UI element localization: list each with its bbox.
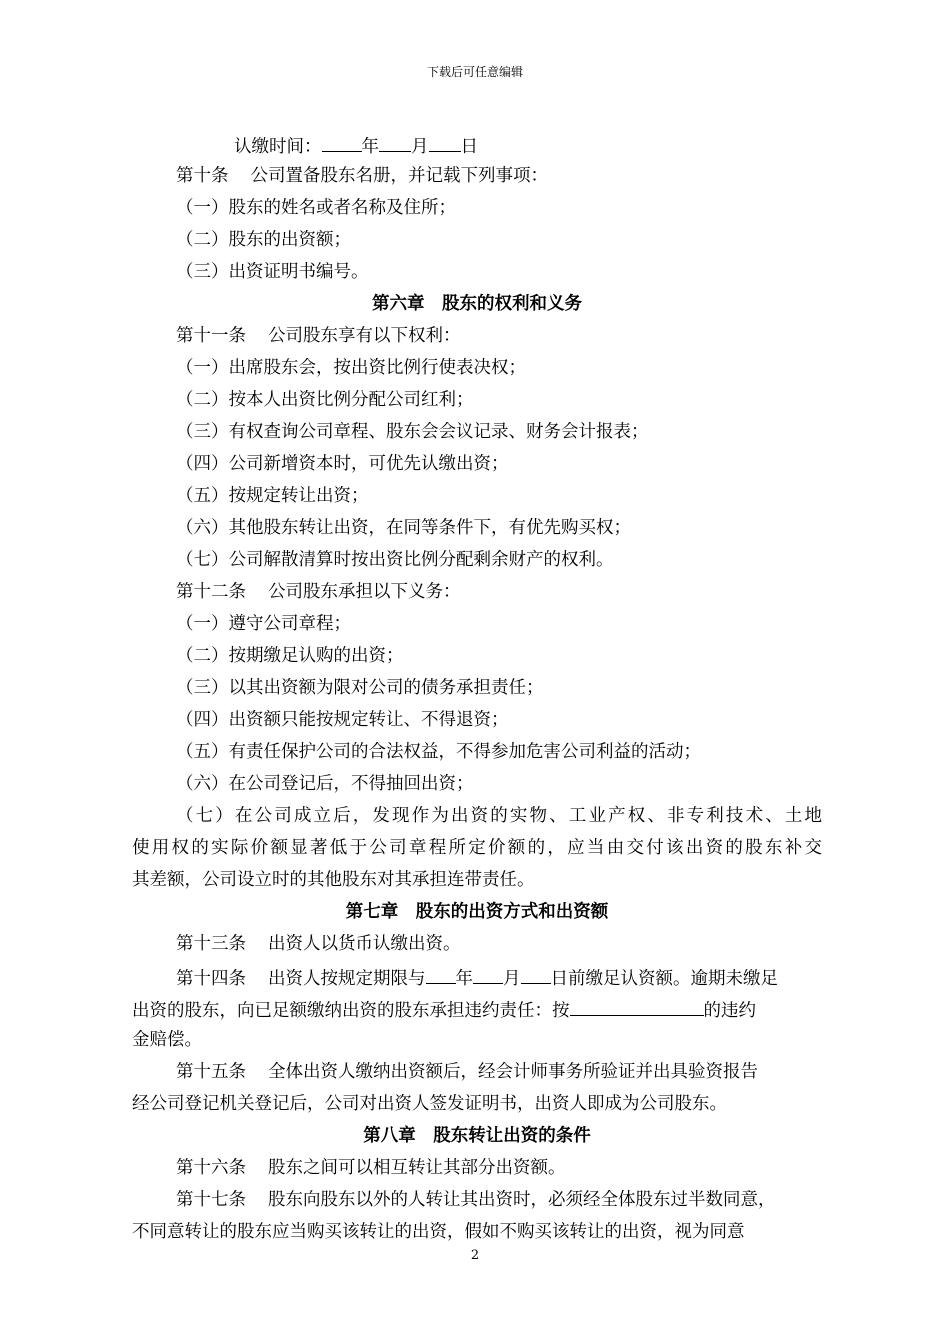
- chapter-heading: 第七章 股东的出资方式和出资额: [345, 902, 609, 922]
- list-item: （六）在公司登记后，不得抽回出资；: [176, 774, 474, 794]
- article-text: 公司股东承担以下义务：: [268, 582, 461, 602]
- year-label: 年: [361, 137, 379, 157]
- paragraph-line: [132, 997, 822, 1022]
- list-item: （七）公司解散清算时按出资比例分配剩余财产的权利。: [176, 550, 614, 570]
- article-title: 第十六条: [176, 1158, 246, 1178]
- day-blank: [521, 965, 551, 984]
- list-item: （一）遵守公司章程；: [176, 614, 351, 634]
- subscription-time-label: 认缴时间：: [234, 137, 322, 157]
- page-header: 下载后可任意编辑: [426, 65, 523, 79]
- list-item: （五）有责任保护公司的合法权益，不得参加危害公司利益的活动；: [176, 742, 701, 762]
- article-text: 股东向股东以外的人转让其出资时，必须经全体股东过半数同意，: [268, 1190, 776, 1210]
- article-title: 第十五条: [176, 1062, 246, 1082]
- article-12: [176, 581, 866, 603]
- year-blank: [322, 133, 362, 152]
- list-item: （七）在公司成立后，发现作为出资的实物、工业产权、非专利技术、土地: [176, 806, 822, 826]
- chapter-heading: 第八章 股东转让出资的条件: [363, 1126, 591, 1146]
- article-title: 第十二条: [176, 582, 246, 602]
- article-text: 全体出资人缴纳出资额后，经会计师事务所验证并出具验资报告: [268, 1062, 758, 1082]
- list-item: （六）其他股东转让出资，在同等条件下，有优先购买权；: [176, 518, 631, 538]
- article-text: 出资人按规定期限与: [268, 969, 426, 989]
- list-item: （一）出席股东会，按出资比例行使表决权；: [176, 358, 526, 378]
- article-17: [176, 1189, 866, 1211]
- month-label: 月: [503, 969, 521, 989]
- list-item: （四）公司新增资本时，可优先认缴出资；: [176, 454, 509, 474]
- list-item: （三）以其出资额为限对公司的债务承担责任；: [176, 678, 544, 698]
- month-label: 月: [411, 137, 429, 157]
- year-label: 年: [455, 969, 473, 989]
- article-15: [176, 1061, 866, 1083]
- article-text: 的违约: [703, 1001, 756, 1021]
- subscription-time-line: [234, 133, 924, 158]
- page-number: 2: [470, 1248, 480, 1263]
- paragraph-line: 使用权的实际价额显著低于公司章程所定价额的，应当由交付该出资的股东补交: [132, 838, 822, 858]
- penalty-blank: [570, 997, 704, 1016]
- paragraph-line: 经公司登记机关登记后，公司对出资人签发证明书，出资人即成为公司股东。: [132, 1094, 727, 1114]
- list-item: （二）按本人出资比例分配公司红利；: [176, 390, 474, 410]
- list-item: （三）出资证明书编号。: [176, 262, 369, 282]
- article-text: 股东之间可以相互转让其部分出资额。: [268, 1158, 566, 1178]
- article-text: 出资人以货币认缴出资。: [268, 934, 461, 954]
- article-title: 第十三条: [176, 934, 246, 954]
- list-item: （五）按规定转让出资；: [176, 486, 369, 506]
- day-blank: [429, 133, 461, 152]
- article-text: 日前缴足认资额。逾期未缴足: [550, 969, 778, 989]
- paragraph-line: 不同意转让的股东应当购买该转让的出资，假如不购买该转让的出资，视为同意: [132, 1222, 745, 1242]
- year-blank: [426, 965, 456, 984]
- article-11: [176, 325, 866, 347]
- list-item: （一）股东的姓名或者名称及住所；: [176, 198, 456, 218]
- article-text: 出资的股东，向已足额缴纳出资的股东承担违约责任：按: [132, 1001, 570, 1021]
- article-title: 第十条: [176, 166, 229, 186]
- paragraph-line: 其差额，公司设立时的其他股东对其承担连带责任。: [132, 870, 535, 890]
- article-10: [176, 165, 866, 187]
- article-text: 公司置备股东名册，并记载下列事项：: [250, 166, 548, 186]
- article-title: 第十四条: [176, 969, 246, 989]
- day-label: 日: [460, 137, 478, 157]
- month-blank: [473, 965, 503, 984]
- list-item: （二）按期缴足认购的出资；: [176, 646, 404, 666]
- article-16: [176, 1157, 866, 1179]
- chapter-heading: 第六章 股东的权利和义务: [372, 294, 582, 314]
- list-item: （二）股东的出资额；: [176, 230, 351, 250]
- paragraph-line: 金赔偿。: [132, 1030, 202, 1050]
- article-13: [176, 933, 866, 955]
- list-item: （三）有权查询公司章程、股东会会议记录、财务会计报表；: [176, 422, 649, 442]
- list-item: （四）出资额只能按规定转让、不得退资；: [176, 710, 509, 730]
- article-title: 第十一条: [176, 326, 246, 346]
- article-text: 公司股东享有以下权利：: [268, 326, 461, 346]
- article-14: [176, 965, 866, 990]
- month-blank: [379, 133, 411, 152]
- article-title: 第十七条: [176, 1190, 246, 1210]
